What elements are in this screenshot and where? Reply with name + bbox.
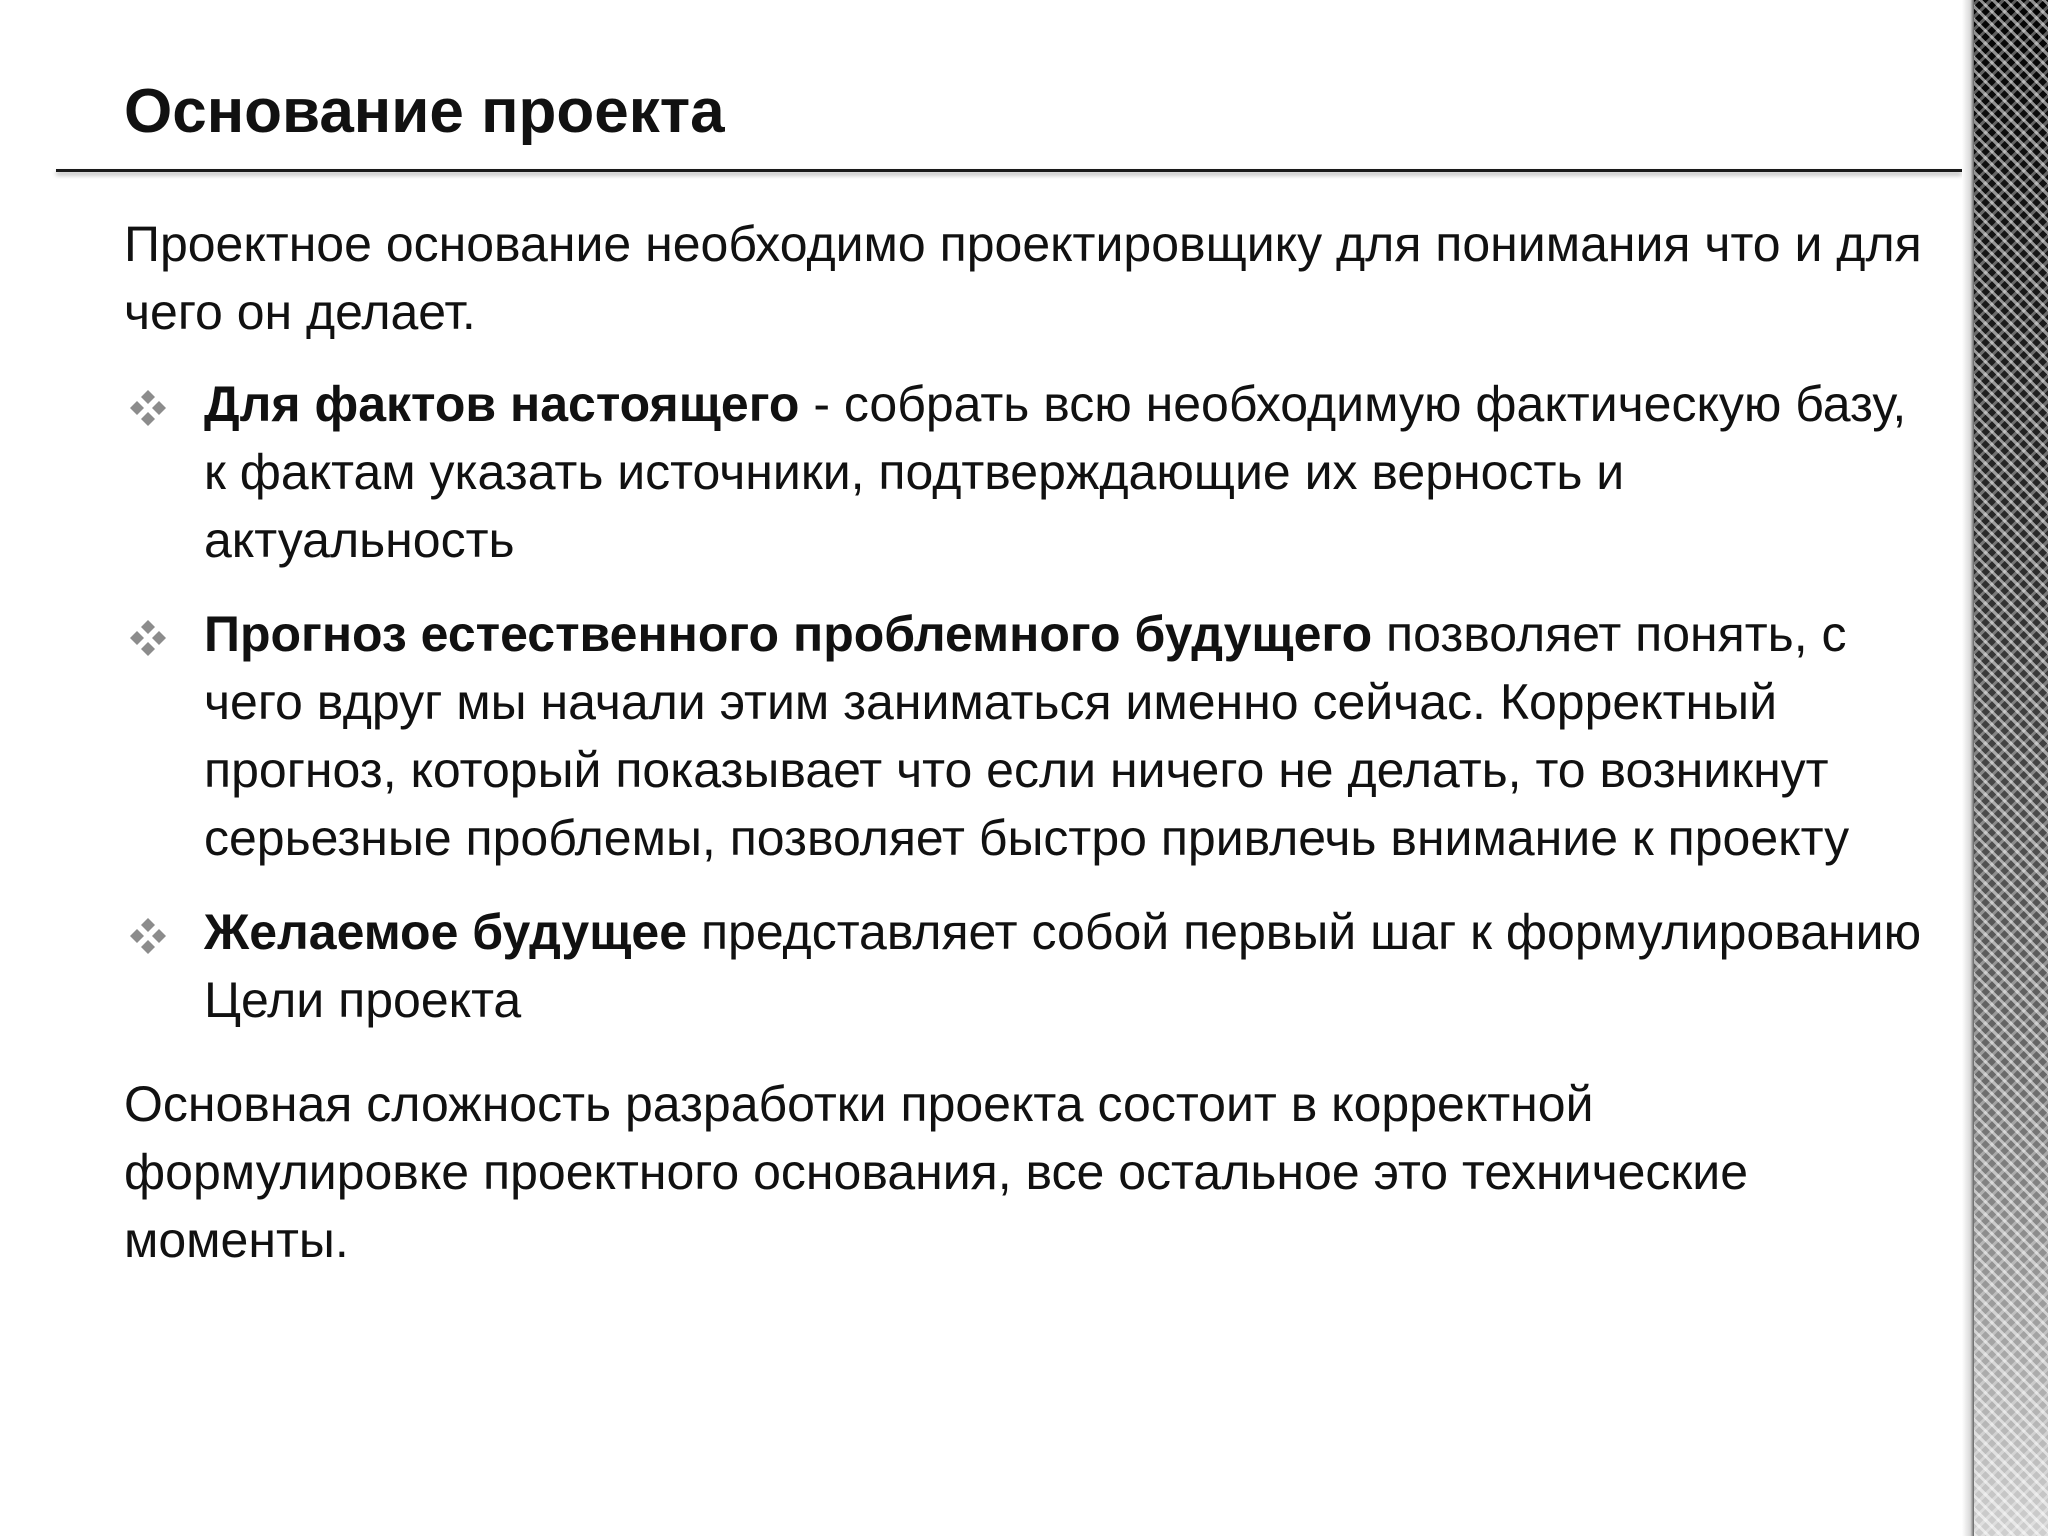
bullet-text: позволяет понять, с чего вдруг мы начали этим заниматься именно сейчас. Корректный прогноз, который показывает что если ничего не делать, то возникнут серьезные проблемы, позволяет быстро привлечь внимание к проекту (204, 606, 1850, 866)
bullet-item-present-facts (124, 370, 1924, 574)
bullet-item-problem-forecast (124, 600, 1924, 872)
diamond-cluster-icon (128, 618, 168, 658)
bullet-heading: Прогноз естественного проблемного будущего (204, 606, 1373, 662)
bullet-text: представляет собой первый шаг к формулированию Цели проекта (204, 904, 1922, 1028)
diamond-cluster-icon (128, 916, 168, 956)
bullet-heading: Для фактов настоящего (204, 376, 800, 432)
bullet-list (124, 370, 1924, 1034)
conclusion-paragraph: Основная сложность разработки проекта состоит в корректной формулировке проектного основания, все остальное это технические моменты. (124, 1076, 1749, 1268)
bullet-heading: Желаемое будущее (204, 904, 688, 960)
slide-content (124, 210, 1924, 1274)
diamond-cluster-icon (128, 388, 168, 428)
bullet-item-desired-future (124, 898, 1924, 1034)
title-underline (56, 169, 1962, 172)
intro-paragraph: Проектное основание необходимо проектировщику для понимания что и для чего он делает. (124, 216, 1922, 340)
slide-title: Основание проекта (124, 77, 725, 146)
bullet-text: - собрать всю необходимую фактическую базу, к фактам указать источники, подтверждающие их верность и актуальность (204, 376, 1907, 568)
decorative-side-band (1974, 0, 2048, 1536)
